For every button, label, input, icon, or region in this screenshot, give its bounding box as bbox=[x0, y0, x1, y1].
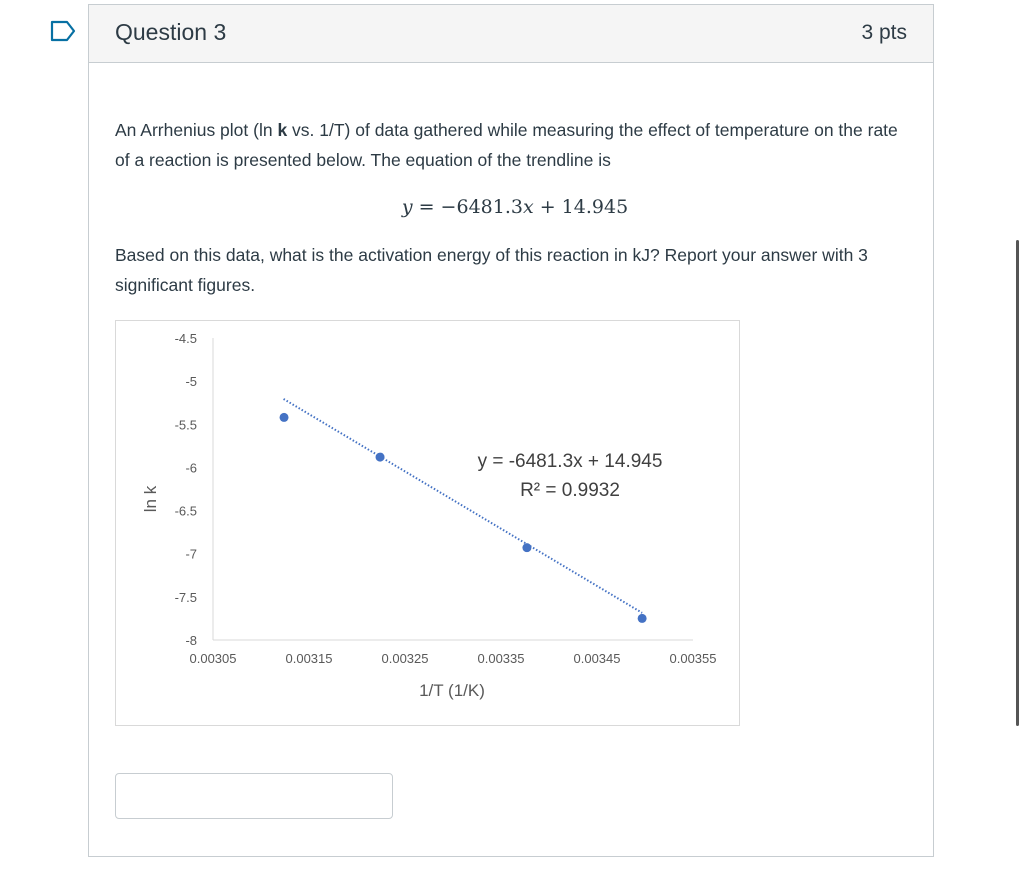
y-tick-label: -7 bbox=[185, 546, 197, 562]
trendline-equation-label: y = -6481.3x + 14.945 bbox=[477, 451, 663, 472]
x-tick-label: 0.00325 bbox=[381, 651, 429, 666]
x-axis-title: 1/T (1/K) bbox=[419, 681, 485, 700]
y-tick-label: -7.5 bbox=[174, 589, 197, 605]
r-squared-label: R² = 0.9932 bbox=[520, 480, 620, 501]
question-prompt: Based on this data, what is the activation energy of this reaction in kJ? Report your answer with 3 significant figures. bbox=[115, 245, 868, 295]
arrhenius-chart bbox=[115, 320, 740, 726]
question-points: 3 pts bbox=[861, 21, 907, 44]
y-tick-label: -6 bbox=[185, 460, 197, 476]
flag-question-icon[interactable] bbox=[50, 20, 76, 42]
question-intro: An Arrhenius plot (ln k vs. 1/T) of data gathered while measuring the effect of temperature on the rate of a reaction is presented below. The equation of the trendline is bbox=[115, 120, 898, 170]
y-axis-title: ln k bbox=[141, 485, 160, 513]
y-tick-label: -8 bbox=[185, 633, 197, 648]
y-tick-label: -6.5 bbox=[174, 503, 197, 519]
question-title: Question 3 bbox=[115, 19, 227, 45]
question-header bbox=[89, 5, 933, 63]
x-tick-label: 0.00305 bbox=[189, 651, 237, 666]
question-card bbox=[88, 4, 934, 857]
data-point bbox=[522, 543, 531, 552]
data-point bbox=[638, 614, 647, 623]
x-tick-label: 0.00355 bbox=[669, 651, 717, 666]
y-tick-label: -4.5 bbox=[174, 331, 197, 346]
y-tick-label: -5 bbox=[185, 374, 197, 390]
page-scrollbar[interactable] bbox=[1016, 240, 1019, 726]
answer-input[interactable] bbox=[115, 773, 393, 819]
question-text bbox=[115, 115, 915, 300]
chart-svg bbox=[116, 321, 739, 725]
trendline bbox=[284, 399, 643, 613]
x-tick-label: 0.00345 bbox=[573, 651, 621, 666]
data-point bbox=[376, 453, 385, 462]
trendline-equation: y = −6481.3x + 14.945 bbox=[401, 196, 629, 218]
data-point bbox=[280, 413, 289, 422]
k-bold: k bbox=[277, 120, 288, 140]
x-tick-label: 0.00315 bbox=[285, 651, 333, 666]
x-tick-label: 0.00335 bbox=[477, 651, 525, 666]
y-tick-label: -5.5 bbox=[174, 417, 197, 433]
